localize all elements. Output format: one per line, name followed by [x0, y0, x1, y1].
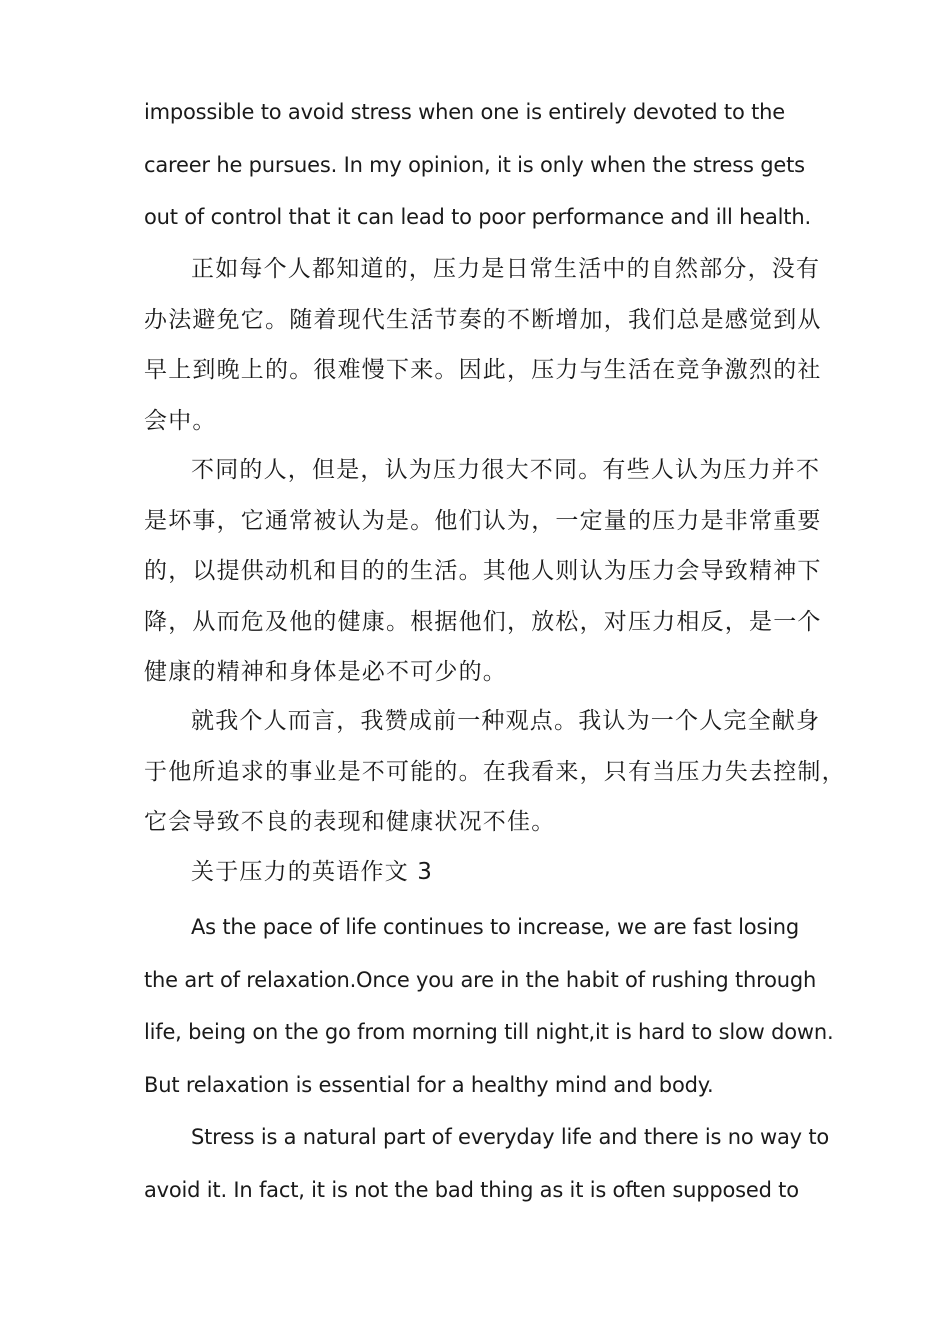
text-line: 会中。 [144, 407, 217, 434]
text-line: 它会导致不良的表现和健康状况不佳。 [144, 809, 556, 835]
text-line: 的，以提供动机和目的的生活。其他人则认为压力会导致精神下 [144, 558, 822, 584]
paragraph-english-3 [144, 1111, 844, 1216]
paragraph-chinese-2 [144, 445, 844, 698]
paragraph-english-2 [144, 901, 844, 1111]
text-line: 办法避免它。随着现代生活节奏的不断增加，我们总是感觉到从 [144, 306, 822, 333]
text-line: Stress is a natural part of everyday life and there is no way to [191, 1125, 830, 1149]
text-line: avoid it. In fact, it is not the bad thing as it is often supposed to [144, 1177, 799, 1202]
heading-text: 关于压力的英语作文 3 [191, 859, 434, 885]
text-line: out of control that it can lead to poor performance and ill health. [144, 205, 811, 229]
text-line: the art of relaxation.Once you are in the habit of rushing through [144, 967, 817, 992]
text-line: But relaxation is essential for a healthy mind and body. [144, 1072, 714, 1097]
text-line: impossible to avoid stress when one is entirely devoted to the [144, 100, 785, 124]
section-heading [144, 847, 844, 898]
text-line: 正如每个人都知道的，压力是日常生活中的自然部分，没有 [191, 256, 821, 282]
text-line: 早上到晚上的。很难慢下来。因此，压力与生活在竞争激烈的社 [144, 357, 822, 383]
text-line: 健康的精神和身体是必不可少的。 [144, 659, 507, 685]
text-line: 降，从而危及他的健康。根据他们，放松，对压力相反，是一个 [144, 608, 822, 635]
text-line: 不同的人，但是，认为压力很大不同。有些人认为压力并不 [191, 457, 821, 483]
text-line: As the pace of life continues to increase, we are fast losing [191, 915, 799, 939]
text-line: life, being on the go from morning till night,it is hard to slow down. [144, 1020, 834, 1044]
text-line: 于他所追求的事业是不可能的。在我看来，只有当压力失去控制， [144, 758, 846, 785]
text-line: 就我个人而言，我赞成前一种观点。我认为一个人完全献身 [191, 708, 821, 734]
paragraph-chinese-1 [144, 244, 844, 446]
text-line: career he pursues. In my opinion, it is only when the stress gets [144, 152, 805, 177]
paragraph-chinese-3 [144, 696, 844, 848]
paragraph-english-1 [144, 86, 844, 244]
text-line: 是坏事，它通常被认为是。他们认为，一定量的压力是非常重要 [144, 507, 822, 534]
